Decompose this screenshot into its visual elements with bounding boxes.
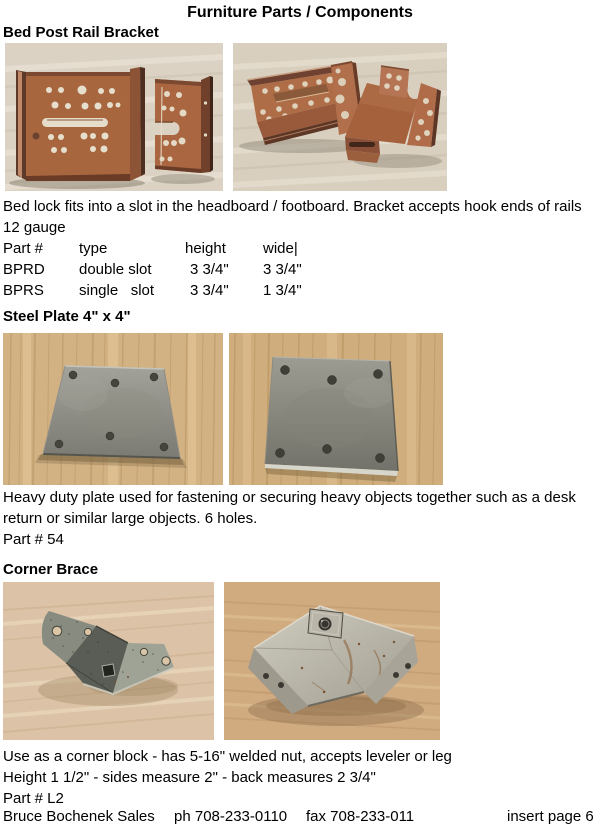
steel-plate-front [265,357,398,476]
single-slot-bracket [155,76,213,173]
cell-type: double slot [79,261,152,278]
cell-type: single slot [79,282,155,299]
table-row [3,280,302,301]
description-line: Bed lock fits into a slot in the headboard / footboard. Bracket accepts hook ends of rails [3,198,582,215]
steel-plate-photo-left [3,333,223,485]
cell-height: 3 3/4" [190,261,229,278]
table-row [3,259,302,280]
section2-description [3,487,576,550]
bed-post-rail-brackets-photo-front [5,43,223,191]
steel-plate-angled [43,366,180,458]
corner-brace-photo-underside [3,582,214,740]
col-header-type: type [79,240,108,257]
part-number-line: Part # L2 [3,790,64,807]
footer-page-ref: insert page 6 [507,808,594,825]
description-line: Heavy duty plate used for fastening or securing heavy objects together such as a desk [3,489,576,506]
description-line: 12 gauge [3,219,66,236]
cell-wide: 1 3/4" [263,282,302,299]
corner-brace-photo-nut [224,582,440,740]
footer-fax: fax 708-233-011 [306,808,415,825]
parts-table [3,238,302,301]
section-heading-corner-brace: Corner Brace [3,561,99,578]
double-slot-bracket [16,67,145,181]
description-line: Height 1 1/2" - sides measure 2" - back measures 2 3/4" [3,769,376,786]
description-line: Use as a corner block - has 5-16" welded nut, accepts leveler or leg [3,748,452,765]
page-title: Furniture Parts / Components [187,4,413,21]
col-header-height: height [185,240,226,257]
section3-description [3,746,452,809]
footer-company: Bruce Bochenek Sales [3,808,155,825]
section1-description [3,196,582,238]
cell-part-number: BPRD [3,261,45,278]
section-heading-bed-post-rail-bracket: Bed Post Rail Bracket [3,24,159,41]
description-line: return or similar large objects. 6 holes. [3,510,258,527]
col-header-part: Part # [3,240,44,257]
steel-plate-photo-right [229,333,443,485]
cell-height: 3 3/4" [190,282,229,299]
footer [0,808,600,826]
cell-part-number: BPRS [3,282,44,299]
table-header-row [3,238,302,259]
col-header-wide: wide| [263,240,298,257]
part-number-line: Part # 54 [3,531,64,548]
bed-post-rail-brackets-photo-angle [233,43,447,191]
footer-phone: ph 708-233-0110 [174,808,288,825]
cell-wide: 3 3/4" [263,261,302,278]
section-heading-steel-plate: Steel Plate 4" x 4" [3,308,131,325]
